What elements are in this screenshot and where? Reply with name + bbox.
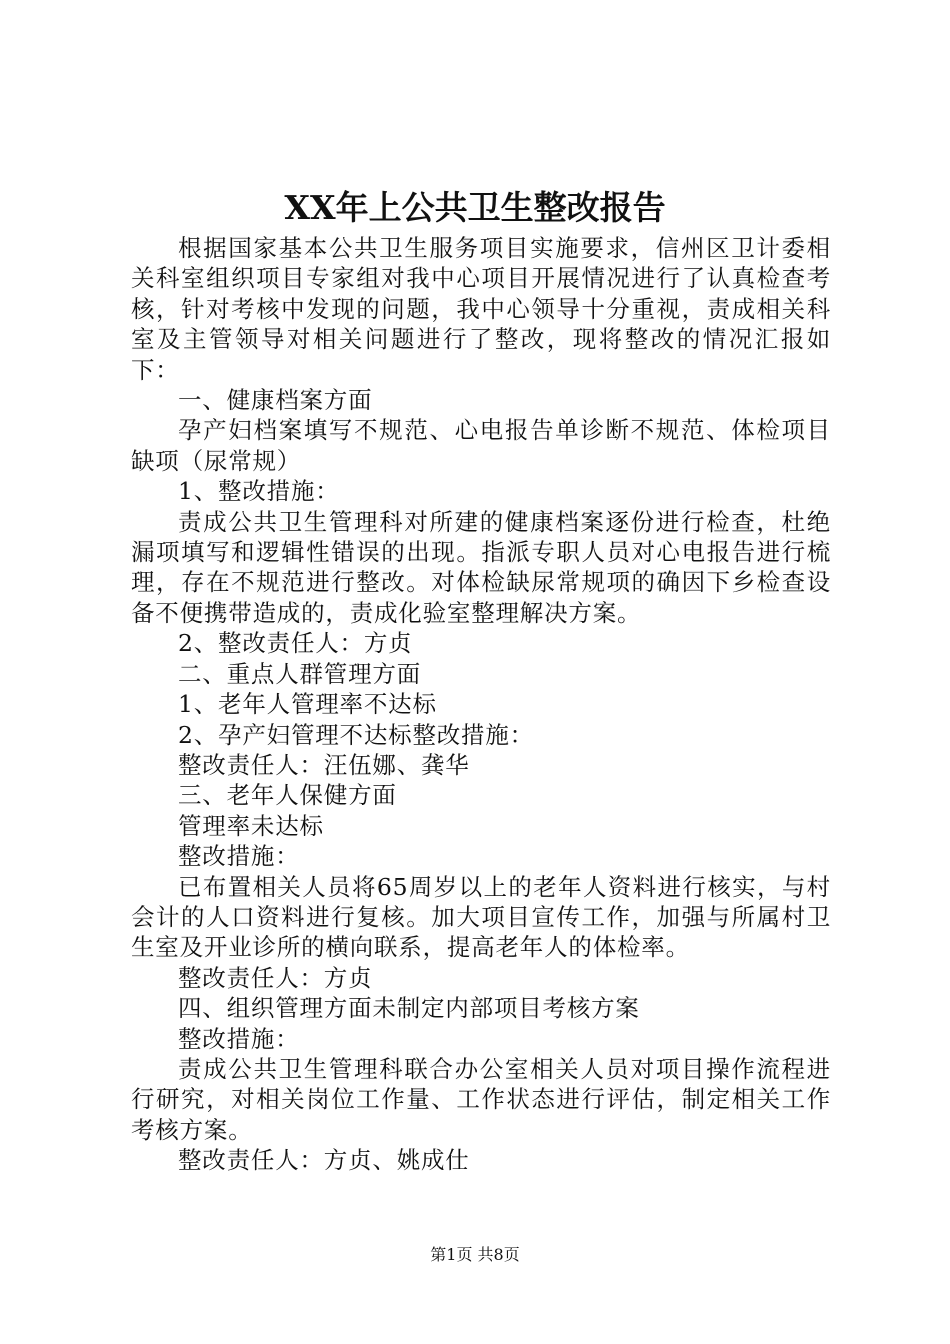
paragraph: 孕产妇档案填写不规范、心电报告单诊断不规范、体检项目缺项（尿常规）: [131, 416, 831, 475]
sub-heading: 整改措施：: [178, 842, 300, 871]
sub-heading: 1、整改措施：: [178, 477, 340, 506]
section-heading: 三、老年人保健方面: [178, 781, 397, 810]
responsible-person: 2、整改责任人：方贞: [178, 629, 413, 658]
page-footer: 第1页 共8页: [430, 1245, 520, 1264]
sub-heading: 1、老年人管理率不达标: [178, 690, 437, 719]
document-title: XX年上公共卫生整改报告: [284, 188, 666, 227]
paragraph: 责成公共卫生管理科联合办公室相关人员对项目操作流程进行研究，对相关岗位工作量、工作状态进行评估，制定相关工作考核方案。: [131, 1054, 831, 1144]
document-body: [131, 233, 831, 1176]
sub-heading: 整改措施：: [178, 1024, 300, 1053]
responsible-person: 整改责任人：汪伍娜、龚华: [178, 750, 470, 779]
paragraph: 管理率未达标: [178, 811, 324, 840]
section-heading: 四、组织管理方面未制定内部项目考核方案: [178, 994, 640, 1023]
sub-heading: 2、孕产妇管理不达标整改措施：: [178, 720, 534, 749]
section-heading: 二、重点人群管理方面: [178, 659, 421, 688]
section-heading: 一、健康档案方面: [178, 386, 373, 415]
paragraph: 根据国家基本公共卫生服务项目实施要求，信州区卫计委相关科室组织项目专家组对我中心项目开展情况进行了认真检查考核，针对考核中发现的问题，我中心领导十分重视，责成相关科室及主管领导对相关问题进行了整改，现将整改的情况汇报如下：: [131, 234, 831, 384]
paragraph: 责成公共卫生管理科对所建的健康档案逐份进行检查，杜绝漏项填写和逻辑性错误的出现。指派专职人员对心电报告进行梳理，存在不规范进行整改。对体检缺尿常规项的确因下乡检查设备不便携带造成的，责成化验室整理解决方案。: [131, 507, 831, 627]
responsible-person: 整改责任人：方贞: [178, 963, 373, 992]
responsible-person: 整改责任人：方贞、姚成仕: [178, 1146, 470, 1175]
paragraph: 已布置相关人员将65周岁以上的老年人资料进行核实，与村会计的人口资料进行复核。加大项目宣传工作，加强与所属村卫生室及开业诊所的横向联系，提高老年人的体检率。: [131, 872, 831, 962]
